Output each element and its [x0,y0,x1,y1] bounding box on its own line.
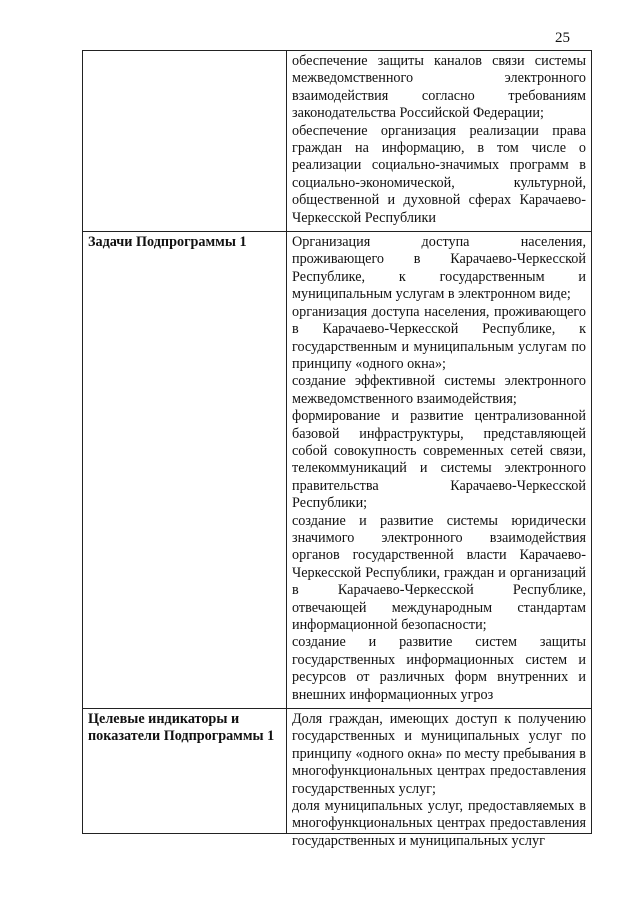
list-item: обеспечение организация реализации права граждан на информацию, в том числе о реализации социально-значимых программ в социально-экономической, культурной, общественной и духовной сферах Карачаево-Черкесской Республики [292,122,586,226]
row-content [287,51,592,232]
list-item: создание эффективной системы электронного межведомственного взаимодействия; [292,373,586,407]
row-content [287,709,592,849]
table-row [83,51,592,232]
list-item: доля муниципальных услуг, предоставляемых в многофункциональных центрах предоставления государственных и муниципальных услуг [292,798,586,849]
row-label [83,51,287,232]
table-row [83,232,592,709]
list-item: создание и развитие системы юридически значимого электронного взаимодействия органов государственной власти Карачаево-Черкесской Республики, граждан и организаций в Карачаево-Черкесской Республике, отвечающей международным стандартам информационной безопасности; [292,512,586,633]
row-label: Задачи Подпрограммы 1 [83,232,287,709]
list-item: Доля граждан, имеющих доступ к получению государственных и муниципальных услуг по принципу «одного окна» по месту пребывания в многофункциональных центрах предоставления государственных услуг; [292,711,586,797]
row-content [287,232,592,709]
list-item: Организация доступа населения, проживающего в Карачаево-Черкесской Республике, к государственным и муниципальным услугам в электронном виде; [292,234,586,303]
passport-table [82,50,592,849]
row-content-continued [292,711,586,849]
list-item: формирование и развитие централизованной базовой инфраструктуры, представляющей собой совокупность современных сетей связи, телекоммуникаций и системы электронного правительства Карачаево-Черкесской Республики; [292,408,586,512]
list-item: организация доступа населения, проживающего в Карачаево-Черкесской Республике, к государственным и муниципальным услугам по принципу «одного окна»; [292,303,586,372]
list-item: создание и развитие систем защиты государственных информационных систем и ресурсов от различных форм внутренних и внешних информационных угроз [292,634,586,703]
row-label: Целевые индикаторы и показатели Подпрограммы 1 [83,709,287,834]
page-number: 25 [555,30,570,46]
list-item: обеспечение защиты каналов связи системы межведомственного электронного взаимодействия согласно требованиям законодательства Российской Федерации; [292,53,586,122]
table-row [83,709,592,834]
